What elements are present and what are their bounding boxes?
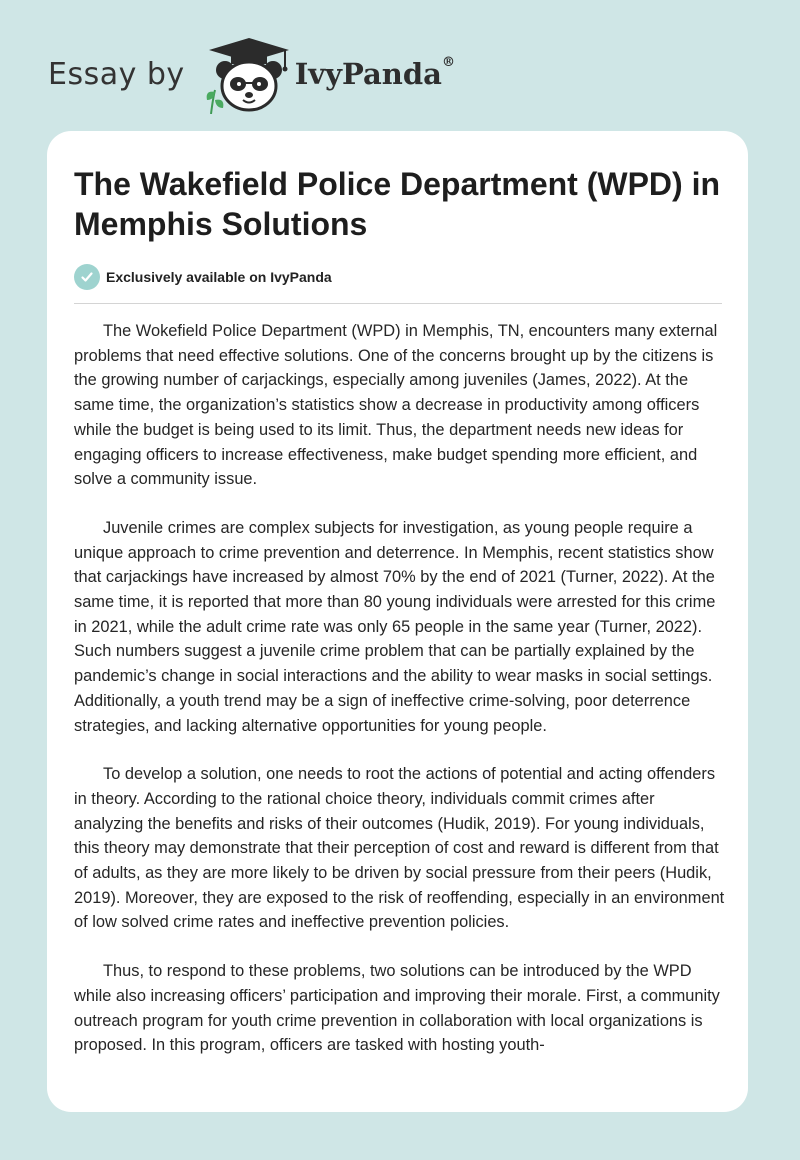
exclusive-label: Exclusively available on IvyPanda xyxy=(106,269,332,285)
paragraph: Juvenile crimes are complex subjects for investigation, as young people require a unique approach to crime prevention and deterrence. In Memphis, recent statistics show that carjackings have increased by almost 70% by the end of 2021 (Turner, 2022). At the same time, it is reported that more than 80 young individuals were arrested for this crime in 2021, while the adult crime rate was only 65 people in the same year (Turner, 2022). Such numbers suggest a juvenile crime problem that can be partially explained by the pandemic’s change in social interactions and the ability to wear masks in social settings. Additionally, a youth trend may be a sign of ineffective crime-solving, poor deterrence strategies, and lacking alternative opportunities for young people. xyxy=(74,518,716,735)
panda-graduate-logo-icon[interactable] xyxy=(201,34,293,114)
essay-title: The Wakefield Police Department (WPD) in Memphis Solutions xyxy=(74,166,721,242)
exclusive-badge xyxy=(74,264,332,290)
divider xyxy=(74,303,722,304)
paragraph: To develop a solution, one needs to root the actions of potential and acting offenders in theory. According to the rational choice theory, individuals commit crimes after analyzing the benefits and risks of their outcomes (Hudik, 2019). For young individuals, this theory may demonstrate that their perception of cost and reward is different from that of adults, as they are more likely to be driven by social pressure from their peers (Hudik, 2019). Moreover, they are exposed to the risk of reoffending, especially in an environment of low solved crime rates and ineffective prevention policies. xyxy=(74,765,725,932)
paragraph: Thus, to respond to these problems, two solutions can be introduced by the WPD while also increasing officers’ participation and improving their morale. First, a community outreach program for youth crime prevention in collaboration with local organizations is proposed. In this program, officers are tasked with hosting youth- xyxy=(74,962,720,1055)
registered-mark: ® xyxy=(441,55,455,70)
site-header xyxy=(48,34,455,114)
essay-by-label: Essay by xyxy=(48,56,185,92)
paragraph: The Wokefield Police Department (WPD) in Memphis, TN, encounters many external problems that need effective solutions. One of the concerns brought up by the citizens is the growing number of carjackings, especially among juveniles (James, 2022). At the same time, the organization’s statistics show a decrease in productivity among officers while the budget is being used to its limit. Thus, the department needs new ideas for engaging officers to increase effectiveness, make budget spending more efficient, and solve a community issue. xyxy=(74,322,718,489)
brand-name[interactable]: IvyPanda® xyxy=(294,55,455,91)
essay-body xyxy=(74,319,728,1082)
essay-card xyxy=(47,131,748,1112)
check-circle-icon xyxy=(74,264,100,290)
